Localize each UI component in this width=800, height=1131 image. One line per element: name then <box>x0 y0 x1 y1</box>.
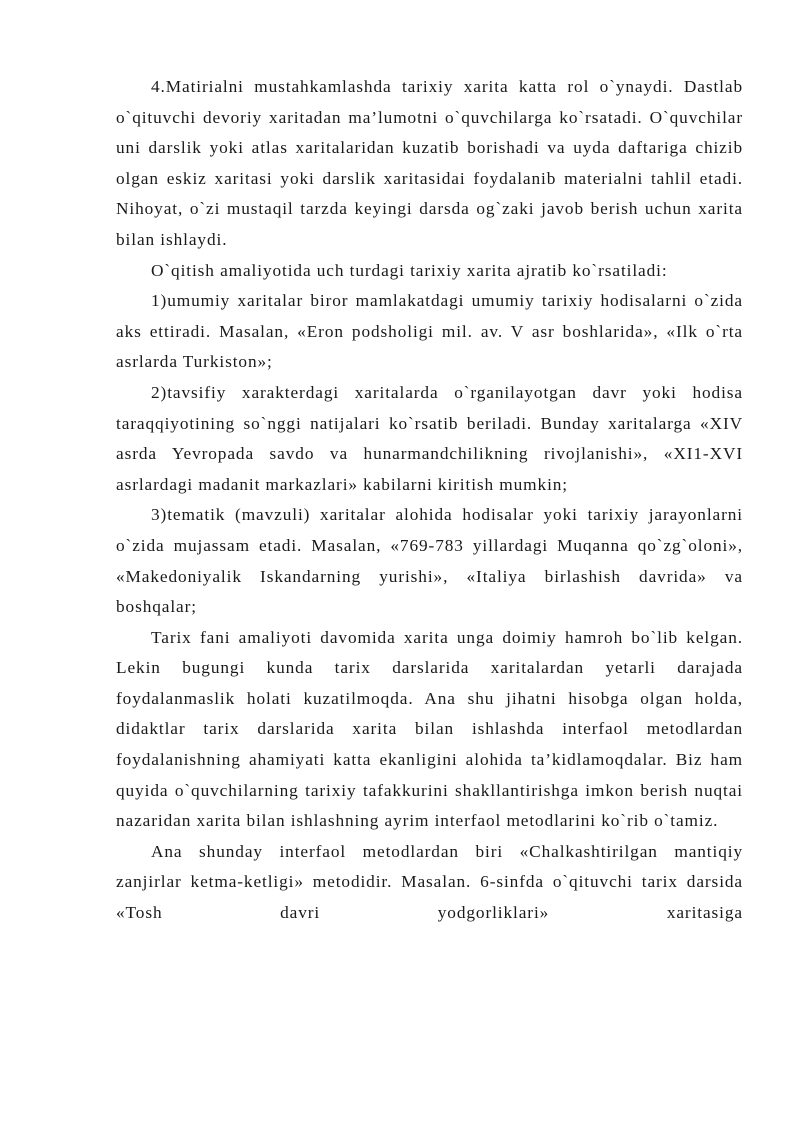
paragraph-3: 1)umumiy xaritalar biror mamlakatdagi umumiy tarixiy hodisalarni o`zida aks ettiradi. Masalan, «Eron podsholigi mil. av. V asr boshlarida», «Ilk o`rta asrlarda Turkiston»; <box>116 291 743 372</box>
paragraph-4: 2)tavsifiy xarakterdagi xaritalarda o`rganilayotgan davr yoki hodisa taraqqiyotining so`nggi natijalari ko`rsatib beriladi. Bunday xaritalarga «XIV asrda Yevropada savdo va hunarmandchilikning rivojlanishi», «XI1-XVI asrlardagi madanit markazlari» kabilarni kiritish mumkin; <box>116 382 743 494</box>
paragraph-7: Ana shunday interfaol metodlardan biri «Chalkashtirilgan mantiqiy zanjirlar ketma-ketligi» metodidir. Masalan. 6-sinfda o`qituvchi tarix darsida «Tosh davri yodgorliklari» xaritasiga <box>116 841 743 923</box>
paragraph-1: 4.Matirialni mustahkamlashda tarixiy xarita katta rol o`ynaydi. Dastlab o`qituvchi devoriy xaritadan ma’lumotni o`quvchilarga ko`rsatadi. O`quvchilar uni darslik yoki atlas xaritalaridan kuzatib borishadi va uyda daftariga chizib olgan eskiz xaritasi yoki darslik xaritasidai foydalanib materialni tahlil etadi. Nihoyat, o`zi mustaqil tarzda keyingi darsda og`zaki javob berish uchun xarita bilan ishlaydi. <box>116 77 743 249</box>
paragraph-2: O`qitish amaliyotida uch turdagi tarixiy xarita ajratib ko`rsatiladi: <box>151 260 668 280</box>
document-page <box>116 72 743 929</box>
paragraph-6: Tarix fani amaliyoti davomida xarita unga doimiy hamroh bo`lib kelgan. Lekin bugungi kunda tarix darslarida xaritalardan yetarli darajada foydalanmaslik holati kuzatilmoqda. Ana shu jihatni hisobga olgan holda, didaktlar tarix darslarida xarita bilan ishlashda interfaol metodlardan foydalanishning ahamiyati katta ekanligini alohida ta’kidlamoqdalar. Biz ham quyida o`quvchilarning tarixiy tafakkurini shakllantirishga imkon berish nuqtai nazaridan xarita bilan ishlashning ayrim interfaol metodlarini ko`rib o`tamiz. <box>116 627 743 831</box>
paragraph-5: 3)tematik (mavzuli) xaritalar alohida hodisalar yoki tarixiy jarayonlarni o`zida mujassam etadi. Masalan, «769-783 yillardagi Muqanna qo`zg`oloni», «Makedoniyalik Iskandarning yurishi», «Italiya birlashish davrida» va boshqalar; <box>116 505 743 617</box>
